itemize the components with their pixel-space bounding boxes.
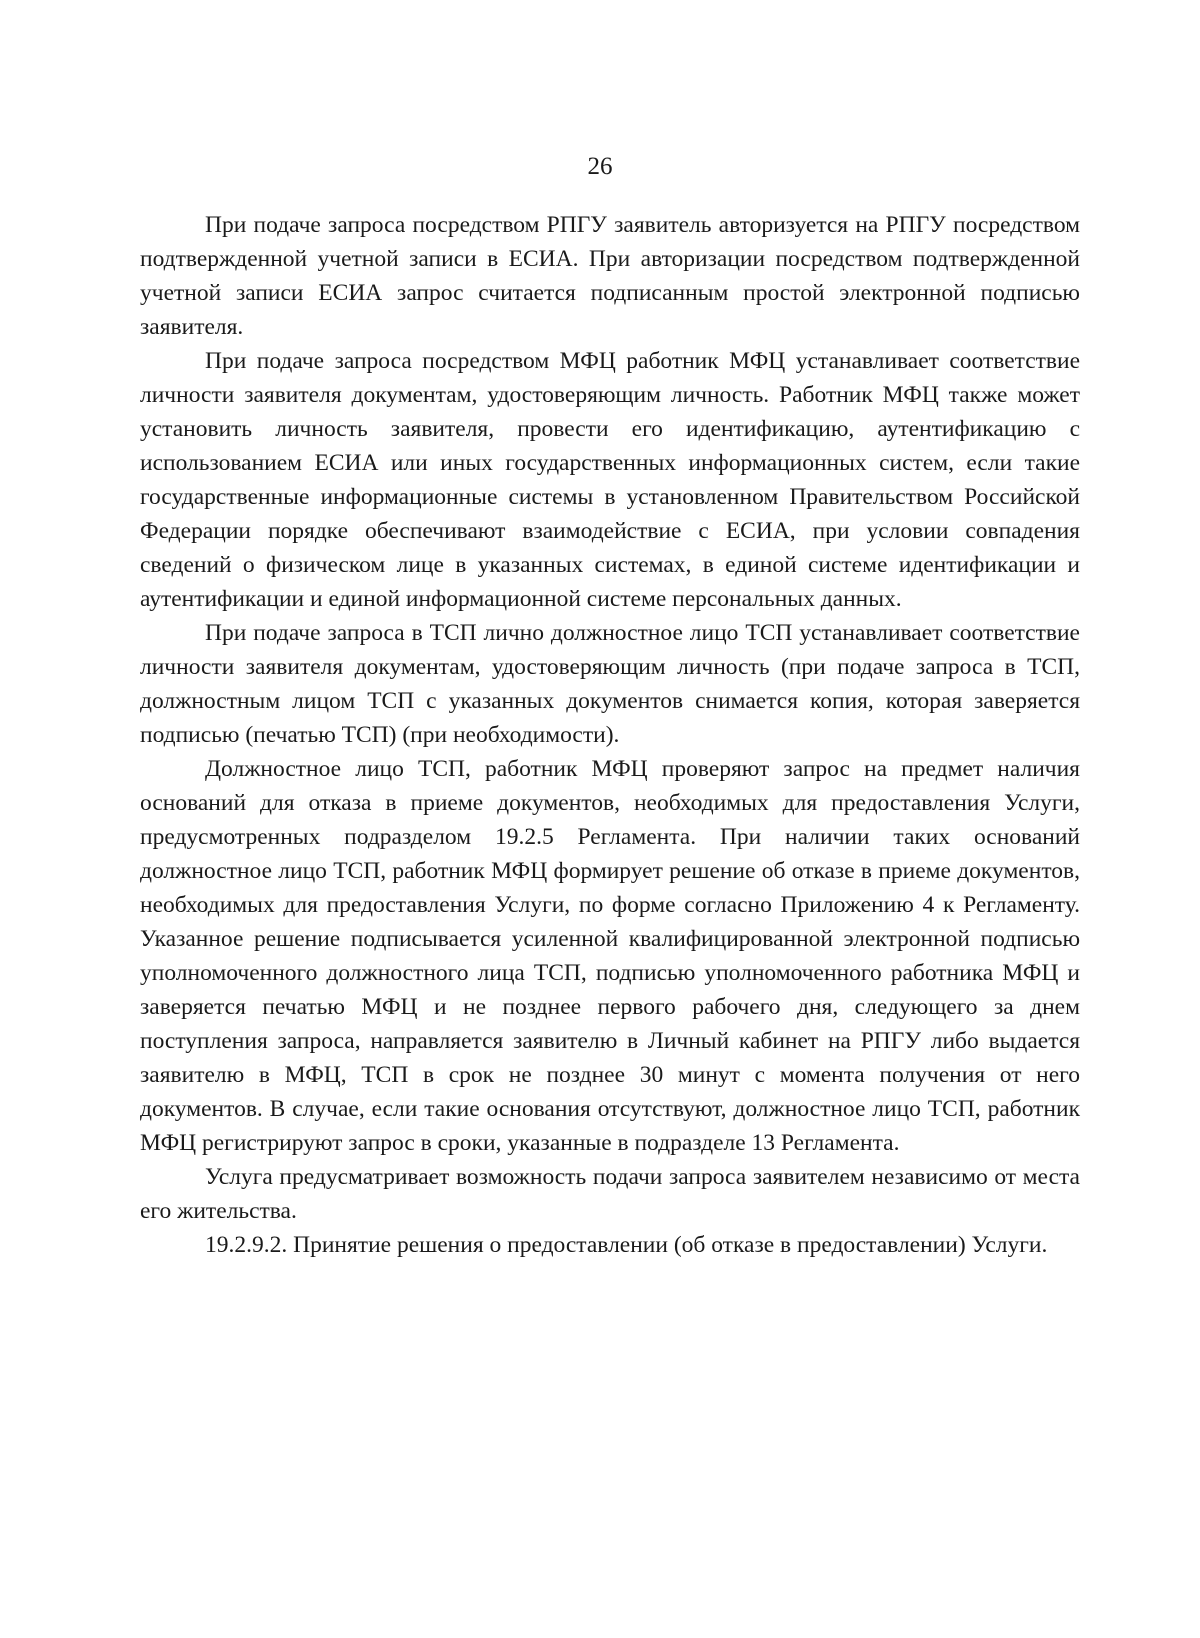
paragraph-mfc-identity-check: При подаче запроса посредством МФЦ работник МФЦ устанавливает соответствие личности заявителя документам, удостоверяющим личность. Работник МФЦ также может установить личность заявителя, провести его идентификацию, аутентификацию с использованием ЕСИА или иных государственных информационных систем, если такие государственные информационные системы в установленном Правительством Российской Федерации порядке обеспечивают взаимодействие с ЕСИА, при условии совпадения сведений о физическом лице в указанных системах, в единой системе идентификации и аутентификации и единой информационной системе персональных данных.: [140, 348, 1080, 612]
document-body: [140, 208, 1080, 1262]
paragraph-section-19-2-9-2: 19.2.9.2. Принятие решения о предоставлении (об отказе в предоставлении) Услуги.: [205, 1232, 1048, 1258]
paragraph-refusal-grounds: Должностное лицо ТСП, работник МФЦ проверяют запрос на предмет наличия оснований для отказа в приеме документов, необходимых для предоставления Услуги, предусмотренных подразделом 19.2.5 Регламента. При наличии таких оснований должностное лицо ТСП, работник МФЦ формирует решение об отказе в приеме документов, необходимых для предоставления Услуги, по форме согласно Приложению 4 к Регламенту. Указанное решение подписывается усиленной квалифицированной электронной подписью уполномоченного должностного лица ТСП, подписью уполномоченного работника МФЦ и заверяется печатью МФЦ и не позднее первого рабочего дня, следующего за днем поступления запроса, направляется заявителю в Личный кабинет на РПГУ либо выдается заявителю в МФЦ, ТСП в срок не позднее 30 минут с момента получения от него документов. В случае, если такие основания отсутствуют, должностное лицо ТСП, работник МФЦ регистрируют запрос в сроки, указанные в подразделе 13 Регламента.: [140, 756, 1080, 1156]
page-number: 26: [587, 153, 613, 180]
paragraph-rpgu-authorization: При подаче запроса посредством РПГУ заявитель авторизуется на РПГУ посредством подтвержденной учетной записи в ЕСИА. При авторизации посредством подтвержденной учетной записи ЕСИА запрос считается подписанным простой электронной подписью заявителя.: [140, 212, 1080, 340]
paragraph-place-of-residence: Услуга предусматривает возможность подачи запроса заявителем независимо от места его жительства.: [140, 1164, 1080, 1224]
paragraph-tsp-identity-check: При подаче запроса в ТСП лично должностное лицо ТСП устанавливает соответствие личности заявителя документам, удостоверяющим личность (при подаче запроса в ТСП, должностным лицом ТСП с указанных документов снимается копия, которая заверяется подписью (печатью ТСП) (при необходимости).: [140, 620, 1080, 748]
